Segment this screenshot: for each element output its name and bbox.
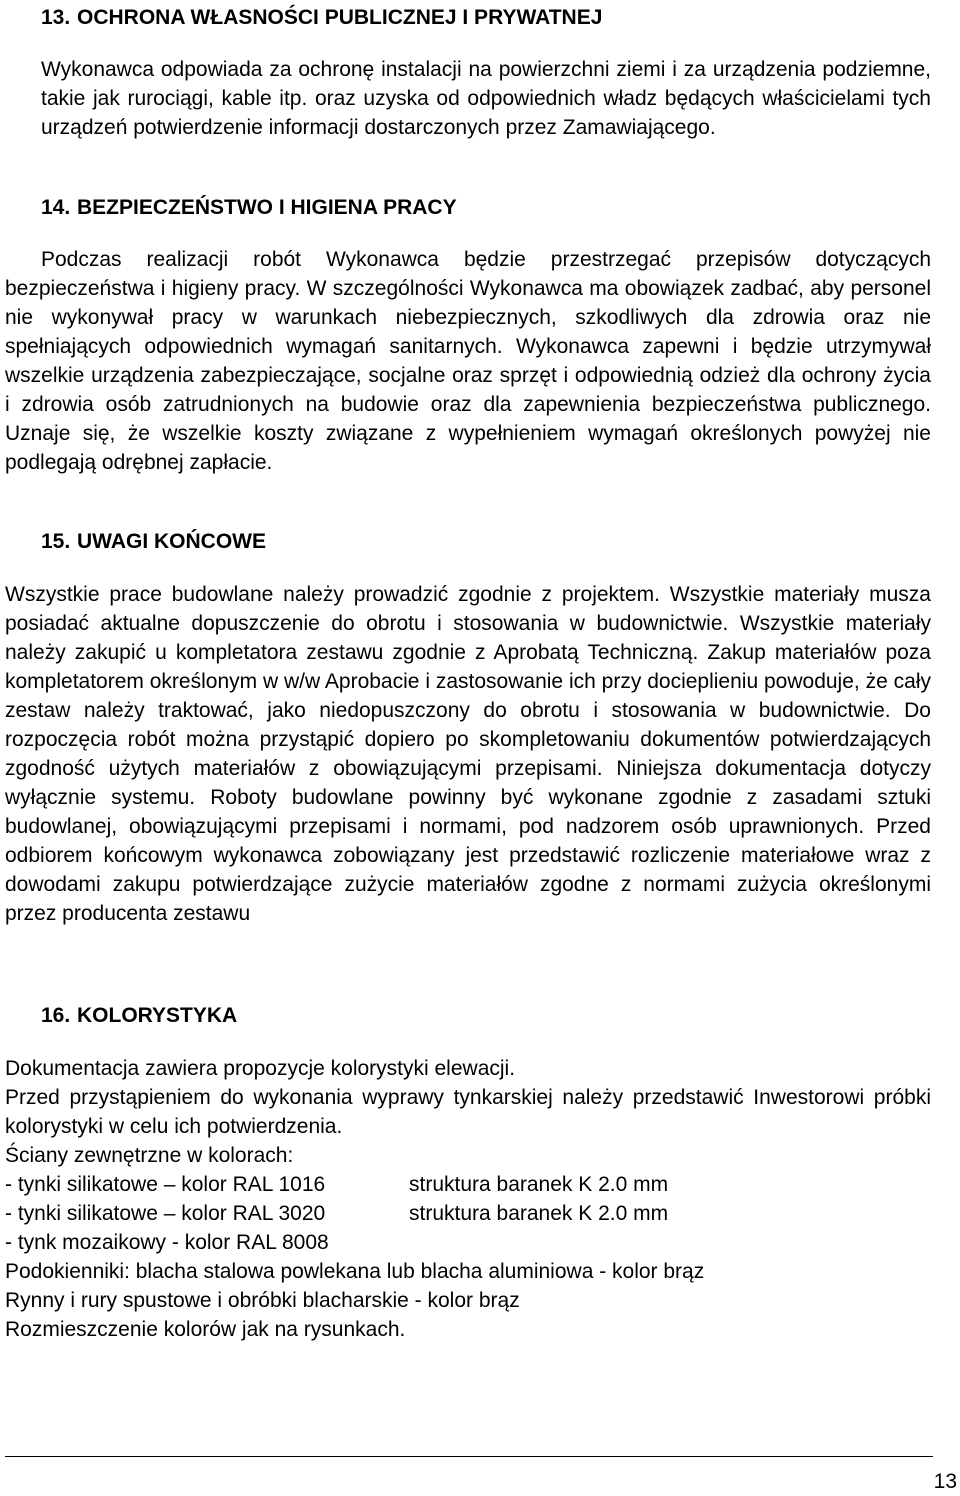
walls-heading: Ściany zewnętrzne w kolorach: xyxy=(5,1144,294,1167)
section-14-heading xyxy=(41,193,457,222)
page-number: 13 xyxy=(933,1470,957,1493)
section-13-body xyxy=(41,55,931,142)
section-13-heading xyxy=(41,3,602,32)
section-14-title: BEZPIECZEŃSTWO I HIGIENA PRACY xyxy=(77,196,457,219)
color-item-1 xyxy=(5,1170,931,1199)
section-16-heading xyxy=(41,1001,237,1030)
color-item-1-label: - tynki silikatowe – kolor RAL 1016 xyxy=(5,1173,326,1196)
color-item-2-texture: struktura baranek K 2.0 mm xyxy=(409,1202,669,1225)
section-15-heading xyxy=(41,527,266,556)
color-item-2-label: - tynki silikatowe – kolor RAL 3020 xyxy=(5,1202,326,1225)
section-15-title: UWAGI KOŃCOWE xyxy=(77,530,266,553)
section-14-number: 14. xyxy=(41,196,71,219)
extra-line-1: Podokienniki: blacha stalowa powlekana lub blacha aluminiowa - kolor brąz xyxy=(5,1260,705,1283)
extra-line-3: Rozmieszczenie kolorów jak na rysunkach. xyxy=(5,1318,406,1341)
section-13-number: 13. xyxy=(41,6,71,29)
color-item-2 xyxy=(5,1199,931,1228)
section-16-body xyxy=(5,1054,931,1344)
footer-divider xyxy=(5,1456,933,1457)
section-16-paragraph-2: Przed przystąpieniem do wykonania wyprawy tynkarskiej należy przedstawić Inwestorowi próbki kolorystyki w celu ich potwierdzenia. xyxy=(5,1086,931,1138)
section-15-number: 15. xyxy=(41,530,71,553)
extra-line-2: Rynny i rury spustowe i obróbki blacharskie - kolor brąz xyxy=(5,1289,520,1312)
color-item-3-label: - tynk mozaikowy - kolor RAL 8008 xyxy=(5,1231,329,1254)
section-13-paragraph: Wykonawca odpowiada za ochronę instalacji na powierzchni ziemi i za urządzenia podziemne, takie jak rurociągi, kable itp. oraz uzyska od odpowiednich władz będących właścicielami tych urządzeń potwierdzenie informacji dostarczonych przez Zamawiającego. xyxy=(41,58,931,139)
section-15-paragraph: Wszystkie prace budowlane należy prowadzić zgodnie z projektem. Wszystkie materiały musza posiadać aktualne dopuszczenie do obrotu i stosowania w budownictwie. Wszystkie materiały należy zakupić u kompletatora zestawu zgodnie z Aprobatą Techniczną. Zakup materiałów poza kompletatorem określonym w w/w Aprobacie i zastosowanie ich przy docieplieniu powoduje, że cały zestaw należy traktować, jako niedopuszczony do obrotu i stosowania w budownictwie. Do rozpoczęcia robót można przystąpić dopiero po skompletowaniu dokumentów potwierdzających zgodność użytych materiałów z obowiązującymi przepisami. Niniejsza dokumentacja dotyczy wyłącznie systemu. Roboty budowlane powinny być wykonane zgodnie z zasadami sztuki budowlanej, obowiązującymi przepisami i normami, pod nadzorem osób uprawnionych. Przed odbiorem końcowym wykonawca zobowiązany jest przedstawić rozliczenie materiałowe wraz z dowodami zakupu potwierdzające zużycie materiałów zgodne z normami zużycia określonymi przez producenta zestawu xyxy=(5,583,931,925)
section-13-title: OCHRONA WŁASNOŚCI PUBLICZNEJ I PRYWATNEJ xyxy=(77,6,603,29)
color-item-1-texture: struktura baranek K 2.0 mm xyxy=(409,1173,669,1196)
section-16-number: 16. xyxy=(41,1004,71,1027)
section-14-paragraph: Podczas realizacji robót Wykonawca będzie przestrzegać przepisów dotyczących bezpieczeństwa i higieny pracy. W szczególności Wykonawca ma obowiązek zadbać, aby personel nie wykonywał pracy w warunkach niebezpiecznych, szkodliwych dla zdrowia oraz nie spełniających odpowiednich wymagań sanitarnych. Wykonawca zapewni i będzie utrzymywał wszelkie urządzenia zabezpieczające, socjalne oraz sprzęt i odpowiednią odzież dla ochrony życia i zdrowia osób zatrudnionych na budowie oraz dla zapewnienia bezpieczeństwa publicznego. Uznaje się, że wszelkie koszty związane z wypełnieniem wymagań określonych powyżej nie podlegają odrębnej zapłacie. xyxy=(5,248,931,474)
section-16-title: KOLORYSTYKA xyxy=(77,1004,238,1027)
section-16-paragraph-1: Dokumentacja zawiera propozycje kolorystyki elewacji. xyxy=(5,1057,516,1080)
section-15-body xyxy=(5,580,931,928)
section-14-body xyxy=(5,245,931,477)
color-item-3 xyxy=(5,1228,931,1257)
